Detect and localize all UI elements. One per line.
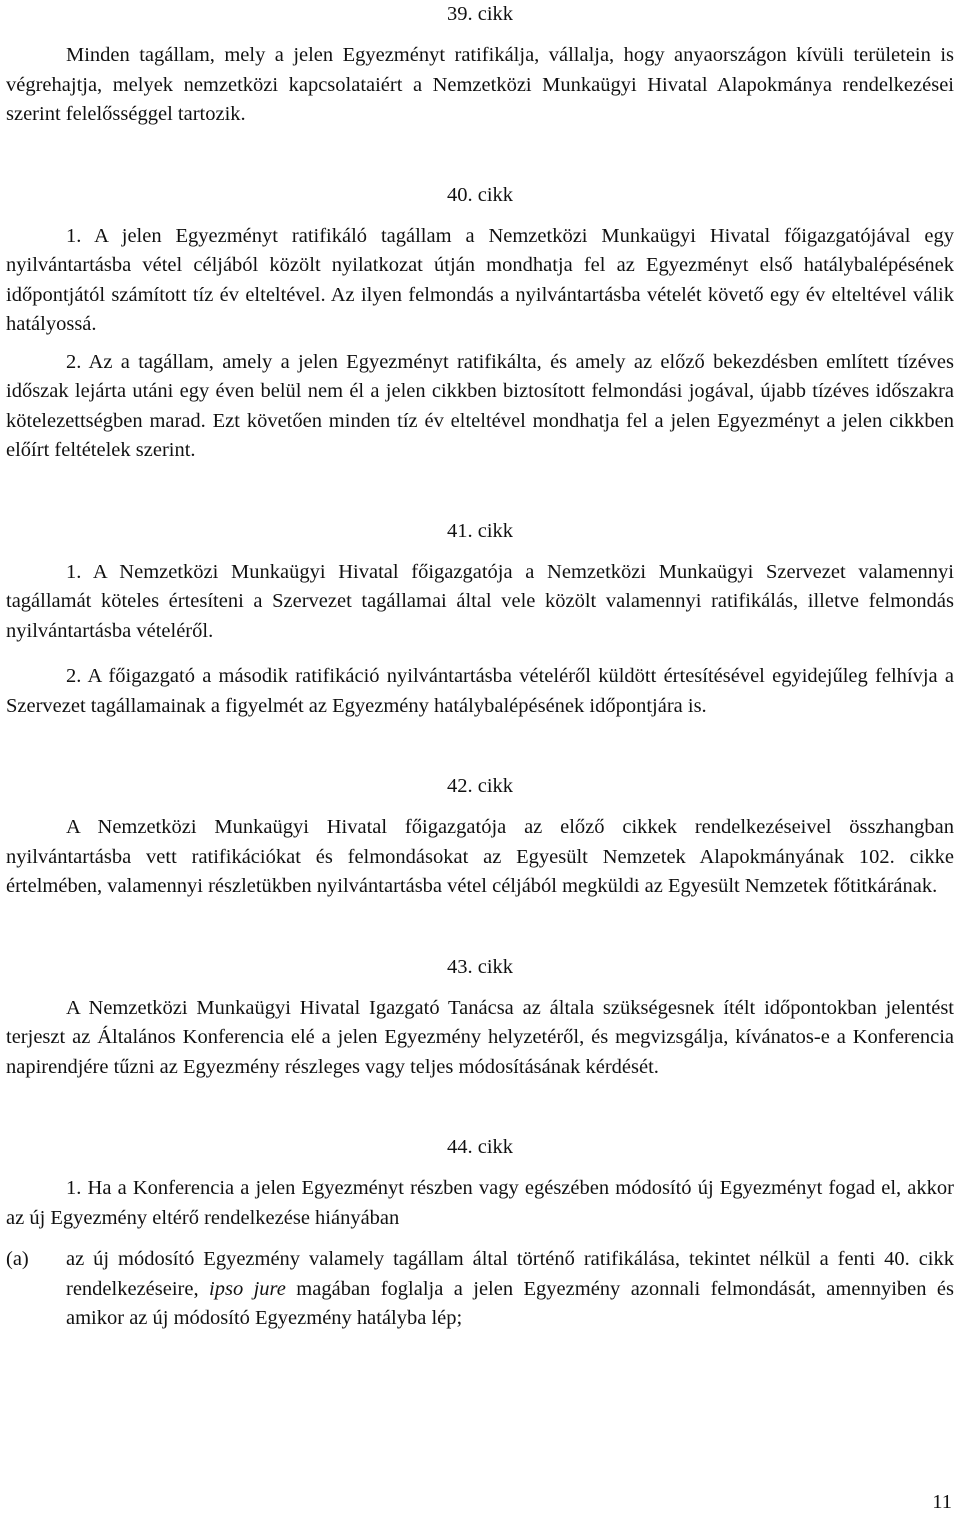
article-title: 43. cikk <box>446 955 514 978</box>
list-item-text-before: az új módosító Egyezmény valamely tagállam által történő ratifikálása, tekintet nélkül a fenti 40. cikk rendelkezéseire, <box>66 1248 954 1300</box>
article-title: 40. cikk <box>446 183 514 206</box>
article-paragraph: Minden tagállam, mely a jelen Egyezményt ratifikálja, vállalja, hogy anyaországon kívüli területein is végrehajtja, melyek nemzetközi kapcsolataiért a Nemzetközi Munkaügyi Hivatal Alapokmánya rendelkezései szerint felelősséggel tartozik. <box>6 44 954 125</box>
article-44 <box>6 1133 954 1334</box>
article-paragraph: 1. A Nemzetközi Munkaügyi Hivatal főigazgatója a Nemzetközi Munkaügyi Szervezet valamennyi tagállamát köteles értesíteni a Szervezet tagállamai által vele közölt valamennyi ratifikálás, illetve felmondás nyilvántartásba vételéről. <box>6 560 954 642</box>
article-41 <box>6 517 954 722</box>
list-item-text <box>66 1245 954 1334</box>
article-title: 44. cikk <box>446 1136 514 1158</box>
page-number: 11 <box>932 1491 952 1513</box>
article-39 <box>6 0 954 130</box>
article-paragraph: A Nemzetközi Munkaügyi Hivatal főigazgatója az előző cikkek rendelkezéseivel összhangban nyilvántartásba vett ratifikációkat és felmondásokat az Egyesült Nemzetek Alapokmányának 102. cikke értelmében, valamennyi részletükben nyilvántartásba vétel céljából megküldi az Egyesült Nemzetek főtitkárának. <box>6 816 954 897</box>
article-paragraph: 2. A főigazgató a második ratifikáció nyilvántartásba vételéről küldött értesítésével egyidejűleg felhívja a Szervezet tagállamainak a figyelmét az Egyezmény hatálybalépésének időpontjára is. <box>6 665 954 717</box>
article-40 <box>6 181 954 466</box>
article-paragraph: 1. A jelen Egyezményt ratifikáló tagállam a Nemzetközi Munkaügyi Hivatal főigazgatójával egy nyilvántartásba vétel céljából közölt nyilatkozat útján mondhatja fel az Egyezményt első hatálybalépésének időpontjától számított tíz év elteltével. Az ilyen felmondás a nyilvántartásba vételét követő egy év elteltével válik hatályossá. <box>6 224 954 335</box>
list-item-text-after: magában foglalja a jelen Egyezmény azonnali felmondását, amennyiben és amikor az új módosító Egyezmény hatályba lép; <box>66 1277 954 1329</box>
article-title: 41. cikk <box>446 519 514 542</box>
article-43 <box>6 953 954 1083</box>
list-item-a <box>6 1245 954 1334</box>
article-paragraph: A Nemzetközi Munkaügyi Hivatal Igazgató Tanácsa az általa szükségesnek ítélt időpontokban jelentést terjeszt az Általános Konferencia elé a jelen Egyezmény helyzetéről, és megvizsgálja, kívánatos-e a Konferencia napirendjére tűzni az Egyezmény részleges vagy teljes módosításának kérdését. <box>6 996 954 1078</box>
latin-phrase: ipso jure <box>209 1277 286 1300</box>
article-paragraph: 1. Ha a Konferencia a jelen Egyezményt részben vagy egészében módosító új Egyezményt fogad el, akkor az új Egyezmény eltérő rendelkezése hiányában <box>6 1177 954 1229</box>
document-page <box>6 0 954 1334</box>
article-42 <box>6 772 954 902</box>
list-item-label: (a) <box>6 1248 29 1270</box>
article-title: 42. cikk <box>446 775 514 797</box>
article-title: 39. cikk <box>446 3 514 25</box>
article-paragraph: 2. Az a tagállam, amely a jelen Egyezményt ratifikálta, és amely az előző bekezdésben említett tízéves időszak lejárta utáni egy éven belül nem él a jelen cikkben biztosított felmondási jogával, újabb tízéves időszakra kötelezettségben marad. Ezt követően minden tíz év elteltével mondhatja fel a jelen Egyezményt a jelen cikkben előírt feltételek szerint. <box>6 350 954 461</box>
